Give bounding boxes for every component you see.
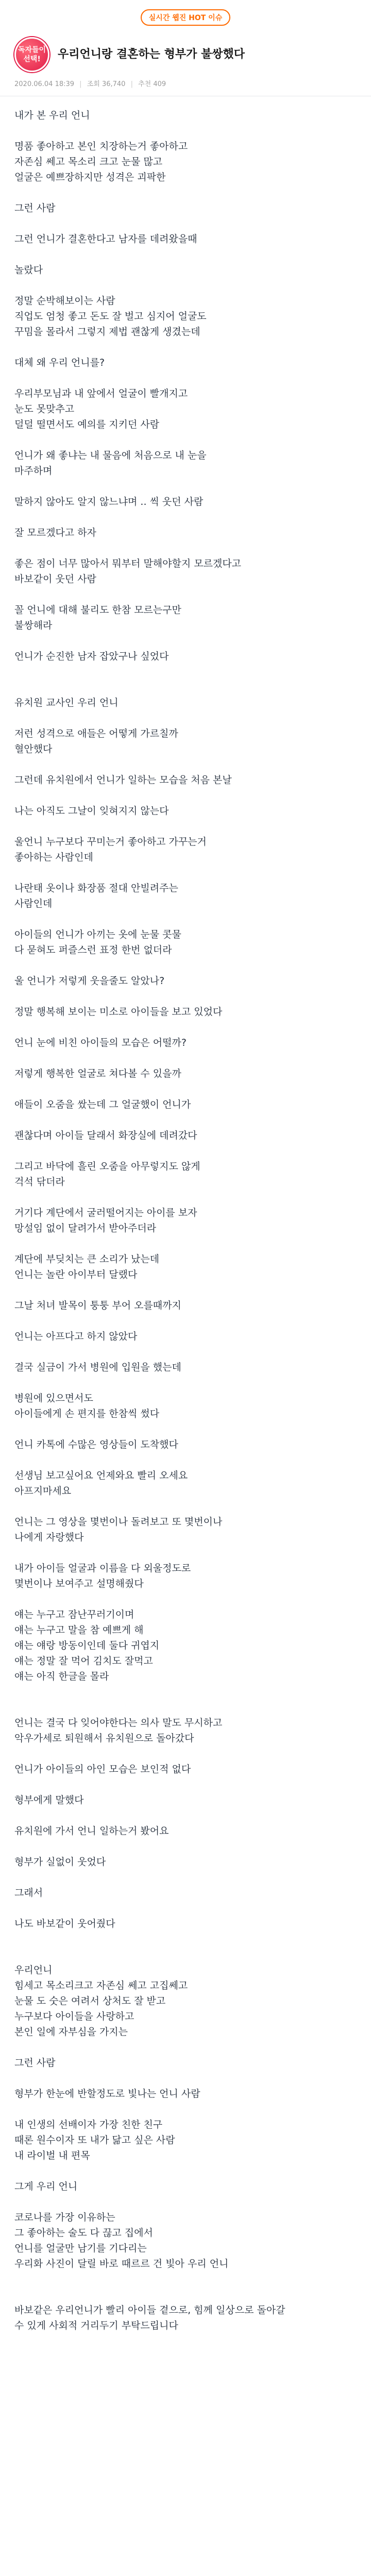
blank-line (14, 278, 357, 293)
blank-line (14, 1499, 357, 1514)
body-line: 우리언니 (14, 1964, 53, 1976)
body-line: 좋아하는 사람인데 (14, 852, 93, 863)
blank-line (14, 185, 357, 200)
body-line: 직업도 엄청 좋고 돈도 잘 벌고 심지어 얼굴도 (14, 311, 207, 322)
blank-line (14, 1684, 357, 1700)
body-line: 애들이 오줌을 쌌는데 그 얼굴했이 언니가 (14, 1099, 191, 1110)
body-line: 저렇게 행복한 얼굴로 쳐다볼 수 있을까 (14, 1068, 181, 1079)
blank-line (14, 710, 357, 726)
body-line: 결국 실금이 가서 병원에 입원을 했는데 (14, 1362, 181, 1373)
body-line: 언니를 얼굴만 남기를 기다리는 (14, 2243, 147, 2254)
hot-badge (14, 37, 49, 72)
body-line: 마주하며 (14, 465, 53, 477)
body-line: 꼴 언니에 대해 불리도 한참 모르는구만 (14, 604, 181, 616)
post-title: 우리언니랑 결혼하는 형부가 불쌍했다 (58, 48, 245, 61)
body-line: 꾸밈을 몰라서 그렇지 제법 괜찮게 생겼는데 (14, 326, 200, 337)
body-line: 때론 원수이자 또 내가 닮고 싶은 사람 (14, 2134, 175, 2146)
post-date: 2020.06.04 18:39 (14, 80, 75, 88)
body-line: 얘는 정말 잘 먹어 김치도 잘먹고 (14, 1655, 153, 1667)
realtime-hot-tab[interactable]: 실시간 웹진 HOT 이슈 (141, 9, 230, 26)
blank-line (14, 540, 357, 556)
blank-line (14, 989, 357, 1004)
body-line: 형부에게 말했다 (14, 1794, 84, 1806)
body-line: 사람인데 (14, 898, 53, 909)
blank-line (14, 2287, 357, 2302)
body-line: 악우가세로 퇴원해서 유치원으로 돌아갔다 (14, 1733, 194, 1744)
blank-line (14, 1808, 357, 1823)
body-line: 내 라이벌 내 편목 (14, 2150, 90, 2161)
blank-line (14, 479, 357, 494)
blank-line (14, 1870, 357, 1885)
body-line: 그 좋아하는 술도 다 끊고 집에서 (14, 2227, 153, 2239)
body-line: 얘는 누구고 말을 참 예쁘게 해 (14, 1624, 144, 1636)
blank-line (14, 1190, 357, 1205)
body-line: 저런 성격으로 애들은 어떻게 가르칠까 (14, 728, 178, 739)
body-line: 언니가 왜 좋냐는 내 물음에 처음으로 내 눈을 (14, 450, 207, 461)
body-line: 혈안했다 (14, 743, 53, 755)
body-line: 눈물 도 숫은 여려서 상처도 잘 받고 (14, 1995, 166, 2007)
body-line: 언니는 놀란 아이부터 달랬다 (14, 1269, 138, 1280)
body-line: 자존심 쎄고 목소리 크고 눈물 많고 (14, 156, 163, 167)
blank-line (14, 1313, 357, 1329)
body-line: 덜덜 떨면서도 예의를 지키던 사람 (14, 419, 160, 430)
body-line: 내 인생의 선배이자 가장 친한 친구 (14, 2119, 163, 2130)
blank-line (14, 216, 357, 231)
blank-line (14, 1452, 357, 1468)
body-line: 대체 왜 우리 언니를? (14, 357, 105, 368)
body-line: 그런 사람 (14, 2057, 56, 2069)
blank-line (14, 1236, 357, 1251)
blank-line (14, 123, 357, 139)
body-line: 우리부모님과 내 앞에서 얼굴이 빨개지고 (14, 388, 188, 399)
body-line: 그리고 바닥에 흘린 오줌을 아무렇지도 않게 (14, 1161, 200, 1172)
body-line: 좋은 점이 너무 많아서 뭐부터 말해야할지 모르겠다고 (14, 558, 242, 569)
blank-line (14, 911, 357, 927)
hot-badge-label: 독자들이 선택! (18, 46, 46, 63)
post-header (0, 0, 371, 31)
blank-line (14, 2194, 357, 2210)
blank-line (14, 788, 357, 803)
blank-line (14, 2102, 357, 2117)
body-line: 내가 아이들 얼굴과 이름을 다 외울정도로 (14, 1563, 191, 1574)
body-line: 나에게 자랑했다 (14, 1532, 84, 1543)
blank-line (14, 1545, 357, 1561)
body-line: 그런 사람 (14, 202, 56, 214)
blank-line (14, 1746, 357, 1761)
body-line: 아이들에게 손 편지를 한참씩 썼다 (14, 1408, 160, 1419)
body-line: 바보같이 웃던 사람 (14, 573, 96, 585)
body-line: 얼굴은 예쁘장하지만 성격은 괴팍한 (14, 172, 166, 183)
body-line: 그게 우리 언니 (14, 2181, 78, 2192)
body-line: 얘는 얘랑 방동이인데 둘다 귀엽지 (14, 1640, 160, 1651)
body-line: 바보같은 우리언니가 빨리 아이들 곁으로, 힘께 일상으로 돌아갈 (14, 2304, 285, 2316)
blank-line (14, 757, 357, 772)
body-line: 걱석 닦더라 (14, 1176, 65, 1188)
blank-line (14, 1081, 357, 1097)
body-line: 울언니 누구보다 꾸미는거 좋아하고 가꾸는거 (14, 836, 207, 848)
body-line: 몇번이나 보여주고 설명해줬다 (14, 1578, 144, 1589)
blank-line (14, 432, 357, 448)
body-line: 그런데 유치원에서 언니가 일하는 모습을 처음 본날 (14, 774, 232, 786)
blank-line (14, 340, 357, 355)
body-line: 울 언니가 저렇게 웃을줄도 알았나? (14, 975, 165, 987)
blank-line (14, 958, 357, 973)
body-line: 정말 순박해보이는 사람 (14, 295, 115, 307)
body-line: 언니가 아이들의 아인 모습은 보인적 없다 (14, 1764, 191, 1775)
blank-line (14, 664, 357, 680)
blank-line (14, 1839, 357, 1854)
body-line: 잘 모르겠다고 하자 (14, 527, 96, 538)
blank-line (14, 1901, 357, 1916)
body-line: 언니는 아프다고 하지 않았다 (14, 1331, 138, 1342)
post-views: 조회 36,740 (87, 80, 126, 88)
body-line: 정말 행복해 보이는 미소로 아이들을 보고 있었다 (14, 1006, 223, 1018)
blank-line (14, 1112, 357, 1128)
body-line: 망설임 없이 달려가서 받아주더라 (14, 1223, 157, 1234)
body-line: 병원에 있으면서도 (14, 1393, 93, 1404)
blank-line (14, 1931, 357, 1947)
body-line: 나도 바보같이 웃어줬다 (14, 1918, 115, 1929)
body-line: 얘는 누구고 잠난꾸러기이며 (14, 1609, 134, 1620)
blank-line (14, 1591, 357, 1607)
body-line: 눈도 못맞추고 (14, 403, 75, 415)
post-body (0, 96, 371, 2333)
body-line: 불쌍해라 (14, 620, 53, 631)
blank-line (14, 633, 357, 649)
body-line: 형부가 실없이 웃었다 (14, 1856, 106, 1868)
blank-line (14, 1947, 357, 1962)
body-line: 내가 본 우리 언니 (14, 110, 90, 121)
body-line: 유치원 교사인 우리 언니 (14, 697, 119, 708)
body-line: 힘세고 목소리크고 자존심 쎄고 고집쎄고 (14, 1980, 188, 1991)
body-line: 거기다 계단에서 굴러떨어지는 아이를 보자 (14, 1207, 197, 1218)
body-line: 수 있게 사회적 거리두기 부탁드립니다 (14, 2320, 178, 2331)
body-line: 형부가 한눈에 반할정도로 빛나는 언니 사람 (14, 2088, 200, 2099)
blank-line (14, 1143, 357, 1159)
blank-line (14, 370, 357, 386)
body-line: 얘는 아직 한글을 몰라 (14, 1671, 109, 1682)
body-line: 말하지 않아도 알지 않느냐며 .. 씩 웃던 사람 (14, 496, 204, 507)
body-line: 본인 일에 자부심을 가지는 (14, 2026, 128, 2038)
body-line: 누구보다 아이들을 사랑하고 (14, 2011, 134, 2022)
blank-line (14, 1375, 357, 1391)
blank-line (14, 247, 357, 262)
post-recommend: 추천 409 (138, 80, 166, 88)
blank-line (14, 2071, 357, 2086)
blank-line (14, 1050, 357, 1066)
body-line: 언니는 결국 다 잊어야한다는 의사 말도 무시하고 (14, 1717, 223, 1728)
blank-line (14, 587, 357, 602)
blank-line (14, 680, 357, 695)
blank-line (14, 819, 357, 834)
body-line: 다 묻혀도 퍼즐스런 표정 한번 없더라 (14, 944, 172, 956)
blank-line (14, 2040, 357, 2055)
body-line: 언니가 순진한 남자 잡았구나 싶었다 (14, 651, 169, 662)
body-line: 나는 아직도 그날이 잊혀지지 않는다 (14, 805, 169, 817)
body-line: 언니 눈에 비친 아이들의 모습은 어떨까? (14, 1037, 187, 1048)
body-line: 아프지마세요 (14, 1485, 72, 1497)
blank-line (14, 2163, 357, 2179)
body-line: 아이들의 언니가 아끼는 옷에 눈물 콧물 (14, 929, 181, 940)
blank-line (14, 1282, 357, 1298)
blank-line (14, 865, 357, 880)
blank-line (14, 1020, 357, 1035)
body-line: 선생님 보고싶어요 언제와요 빨리 오세요 (14, 1470, 188, 1481)
post-meta: 2020.06.04 18:39 | 조회 36,740 | 추천 409 (14, 80, 166, 88)
body-line: 그런 언니가 결혼한다고 남자를 데려왔을때 (14, 233, 197, 245)
body-line: 우리화 사진이 달릴 바로 때르르 건 빛아 우리 언니 (14, 2258, 229, 2269)
body-line: 놀랐다 (14, 264, 43, 276)
title-row (14, 37, 357, 72)
body-line: 그래서 (14, 1887, 43, 1899)
blank-line (14, 1421, 357, 1437)
blank-line (14, 1700, 357, 1715)
body-line: 명품 좋아하고 본인 치장하는거 좋아하고 (14, 141, 188, 152)
body-line: 그날 처녀 발목이 퉁퉁 부어 오를때까지 (14, 1300, 181, 1311)
blank-line (14, 1777, 357, 1792)
body-line: 나란태 옷이나 화장품 절대 안빌려주는 (14, 883, 178, 894)
blank-line (14, 1344, 357, 1360)
blank-line (14, 2272, 357, 2287)
body-line: 언니는 그 영상을 몇번이나 돌려보고 또 몇번이나 (14, 1516, 223, 1528)
body-line: 괜찮다며 아이들 달래서 화장실에 데려갔다 (14, 1130, 197, 1141)
blank-line (14, 510, 357, 525)
body-line: 코로나를 가장 이유하는 (14, 2212, 115, 2223)
body-line: 언니 카톡에 수많은 영상들이 도착했다 (14, 1439, 178, 1450)
body-line: 계단에 부딪치는 큰 소리가 났는데 (14, 1253, 160, 1265)
body-line: 유치원에 가서 언니 일하는거 봤어요 (14, 1825, 169, 1837)
